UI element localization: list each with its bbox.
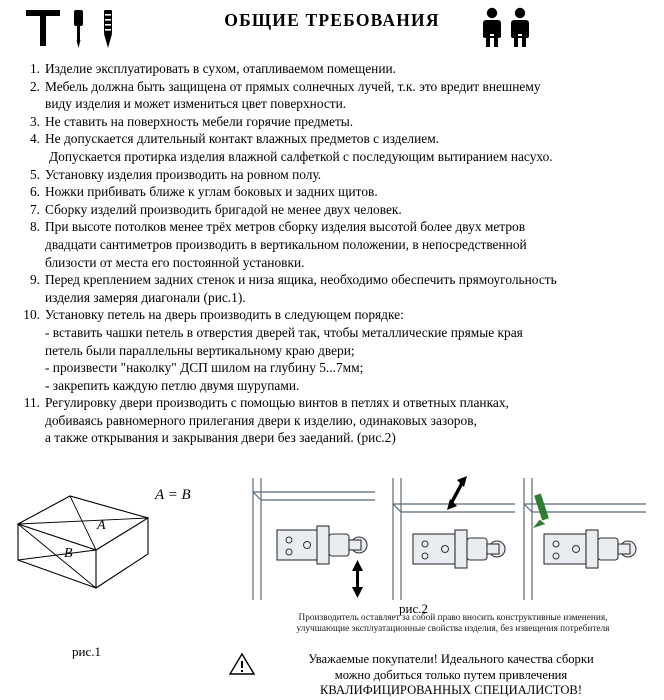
list-item — [16, 201, 656, 219]
list-item-number: 11. — [23, 395, 40, 411]
list-item-line: Не ставить на поверхность мебели горячие предметы. — [45, 113, 354, 129]
list-item-body — [45, 60, 656, 78]
list-item-line: двадцати сантиметров производить в вертикальном положении, в непосредственной — [45, 236, 527, 252]
list-item-line: Изделие эксплуатировать в сухом, отапливаемом помещении. — [45, 61, 397, 76]
list-item-number: 3. — [29, 113, 40, 129]
list-item — [16, 166, 656, 184]
person-icon — [511, 8, 529, 47]
figures-area — [0, 474, 664, 634]
figure-box-diagonals — [8, 484, 158, 609]
list-item-number: 5. — [29, 166, 40, 182]
buyers-note-line: можно добиться только путем привлечения — [334, 667, 568, 682]
diagonal-label-b: B — [64, 546, 73, 561]
list-item-number: 4. — [29, 131, 40, 147]
vertical-arrow-icon — [352, 560, 363, 598]
list-item-line: виду изделия и может измениться цвет поверхности. — [45, 96, 347, 112]
list-item-line: - вставить чашки петель в отверстия дверей так, чтобы металлические прямые края — [45, 324, 523, 340]
list-item-number: 2. — [29, 78, 40, 94]
list-item-line: Допускается протирка изделия влажной салфеткой с последующим вытиранием насухо. — [49, 148, 553, 164]
list-item-number: 6. — [29, 184, 40, 200]
buyers-note-line: КВАЛИФИЦИРОВАННЫХ СПЕЦИАЛИСТОВ! — [319, 683, 583, 697]
list-item — [16, 183, 656, 201]
list-item-body — [45, 306, 656, 394]
page-header — [0, 0, 664, 58]
list-item-line: Регулировку двери производить с помощью винтов в петлях и ответных планках, — [45, 395, 509, 411]
list-item-line: близости от места его постоянной установки. — [45, 254, 305, 270]
list-item-line: изделия замеряя диагонали (рис.1). — [45, 289, 246, 305]
page-title: ОБЩИЕ ТРЕБОВАНИЯ — [224, 10, 440, 30]
list-item-line: Ножки прибивать ближе к углам боковых и задних щитов. — [45, 184, 378, 200]
list-item — [16, 130, 656, 165]
list-item-line: - закрепить каждую петлю двумя шурупами. — [45, 377, 300, 393]
list-item-line: Не допускается длительный контакт влажных предметов с изделием. — [45, 131, 440, 147]
screw-highlight-icon — [531, 494, 549, 529]
buyers-note-line: Уважаемые покупатели! Идеального качества сборки — [308, 652, 594, 666]
list-item-line: Сборку изделий производить бригадой не менее двух человек. — [45, 201, 402, 217]
requirements-list — [16, 60, 656, 447]
list-item-number: 9. — [29, 272, 40, 288]
list-item-body — [45, 166, 656, 184]
figure-hinge-vertical-adjust — [247, 474, 383, 602]
list-item-line: а также открывания и закрывания двери без заеданий. (рис.2) — [45, 430, 396, 446]
list-item — [16, 394, 656, 447]
list-item-body — [45, 183, 656, 201]
list-item-body — [45, 113, 656, 131]
list-item-number: 8. — [29, 219, 40, 235]
diagonal-arrow-icon — [447, 476, 467, 510]
list-item-body — [45, 394, 656, 447]
equality-label: A = B — [155, 487, 191, 503]
list-item-line: - произвести "наколку" ДСП шилом на глубину 5...7мм; — [45, 360, 364, 376]
manufacturer-note-line: улучшающие эксплуатационные свойства изделия, без извещения потребителя — [296, 624, 610, 635]
list-item — [16, 78, 656, 113]
list-item-number: 1. — [29, 61, 40, 76]
person-icon — [483, 8, 501, 47]
figure-1-caption: рис.1 — [72, 644, 101, 659]
list-item-body — [45, 201, 656, 219]
manufacturer-note-line: Производитель оставляет за собой право вносить конструктивные изменения, — [298, 613, 608, 623]
list-item — [16, 113, 656, 131]
list-item — [16, 60, 656, 78]
list-item-line: Перед креплением задних стенок и низа ящика, необходимо обеспечить прямоугольность — [45, 272, 557, 288]
list-item — [16, 218, 656, 271]
list-item-body — [45, 130, 656, 165]
list-item — [16, 271, 656, 306]
two-persons-icon — [478, 6, 540, 52]
list-item-line: петель были параллельны вертикальному краю двери; — [45, 342, 355, 358]
figure-hinge-screw-adjust — [520, 474, 656, 602]
list-item — [16, 306, 656, 394]
buyers-note — [228, 652, 648, 699]
list-item-body — [45, 271, 656, 306]
list-item-body — [45, 78, 656, 113]
list-item-line: Установку изделия производить на ровном полу. — [45, 166, 322, 182]
diagonal-label-a: A — [97, 518, 106, 533]
list-item-line: Установку петель на дверь производить в следующем порядке: — [45, 307, 404, 323]
list-item-body — [45, 218, 656, 271]
figure-hinge-depth-adjust — [389, 474, 525, 602]
list-item-number: 10. — [23, 307, 40, 323]
figure-2-caption: рис.2 — [399, 601, 428, 616]
list-item-number: 7. — [29, 201, 40, 217]
manufacturer-note — [247, 613, 659, 636]
list-item-line: добиваясь равномерного прилегания двери к изделию, одинаковых зазоров, — [45, 412, 477, 428]
list-item-line: При высоте потолков менее трёх метров сборку изделия высотой более двух метров — [45, 219, 526, 235]
list-item-line: Мебель должна быть защищена от прямых солнечных лучей, т.к. это вредит внешнему — [45, 78, 541, 94]
